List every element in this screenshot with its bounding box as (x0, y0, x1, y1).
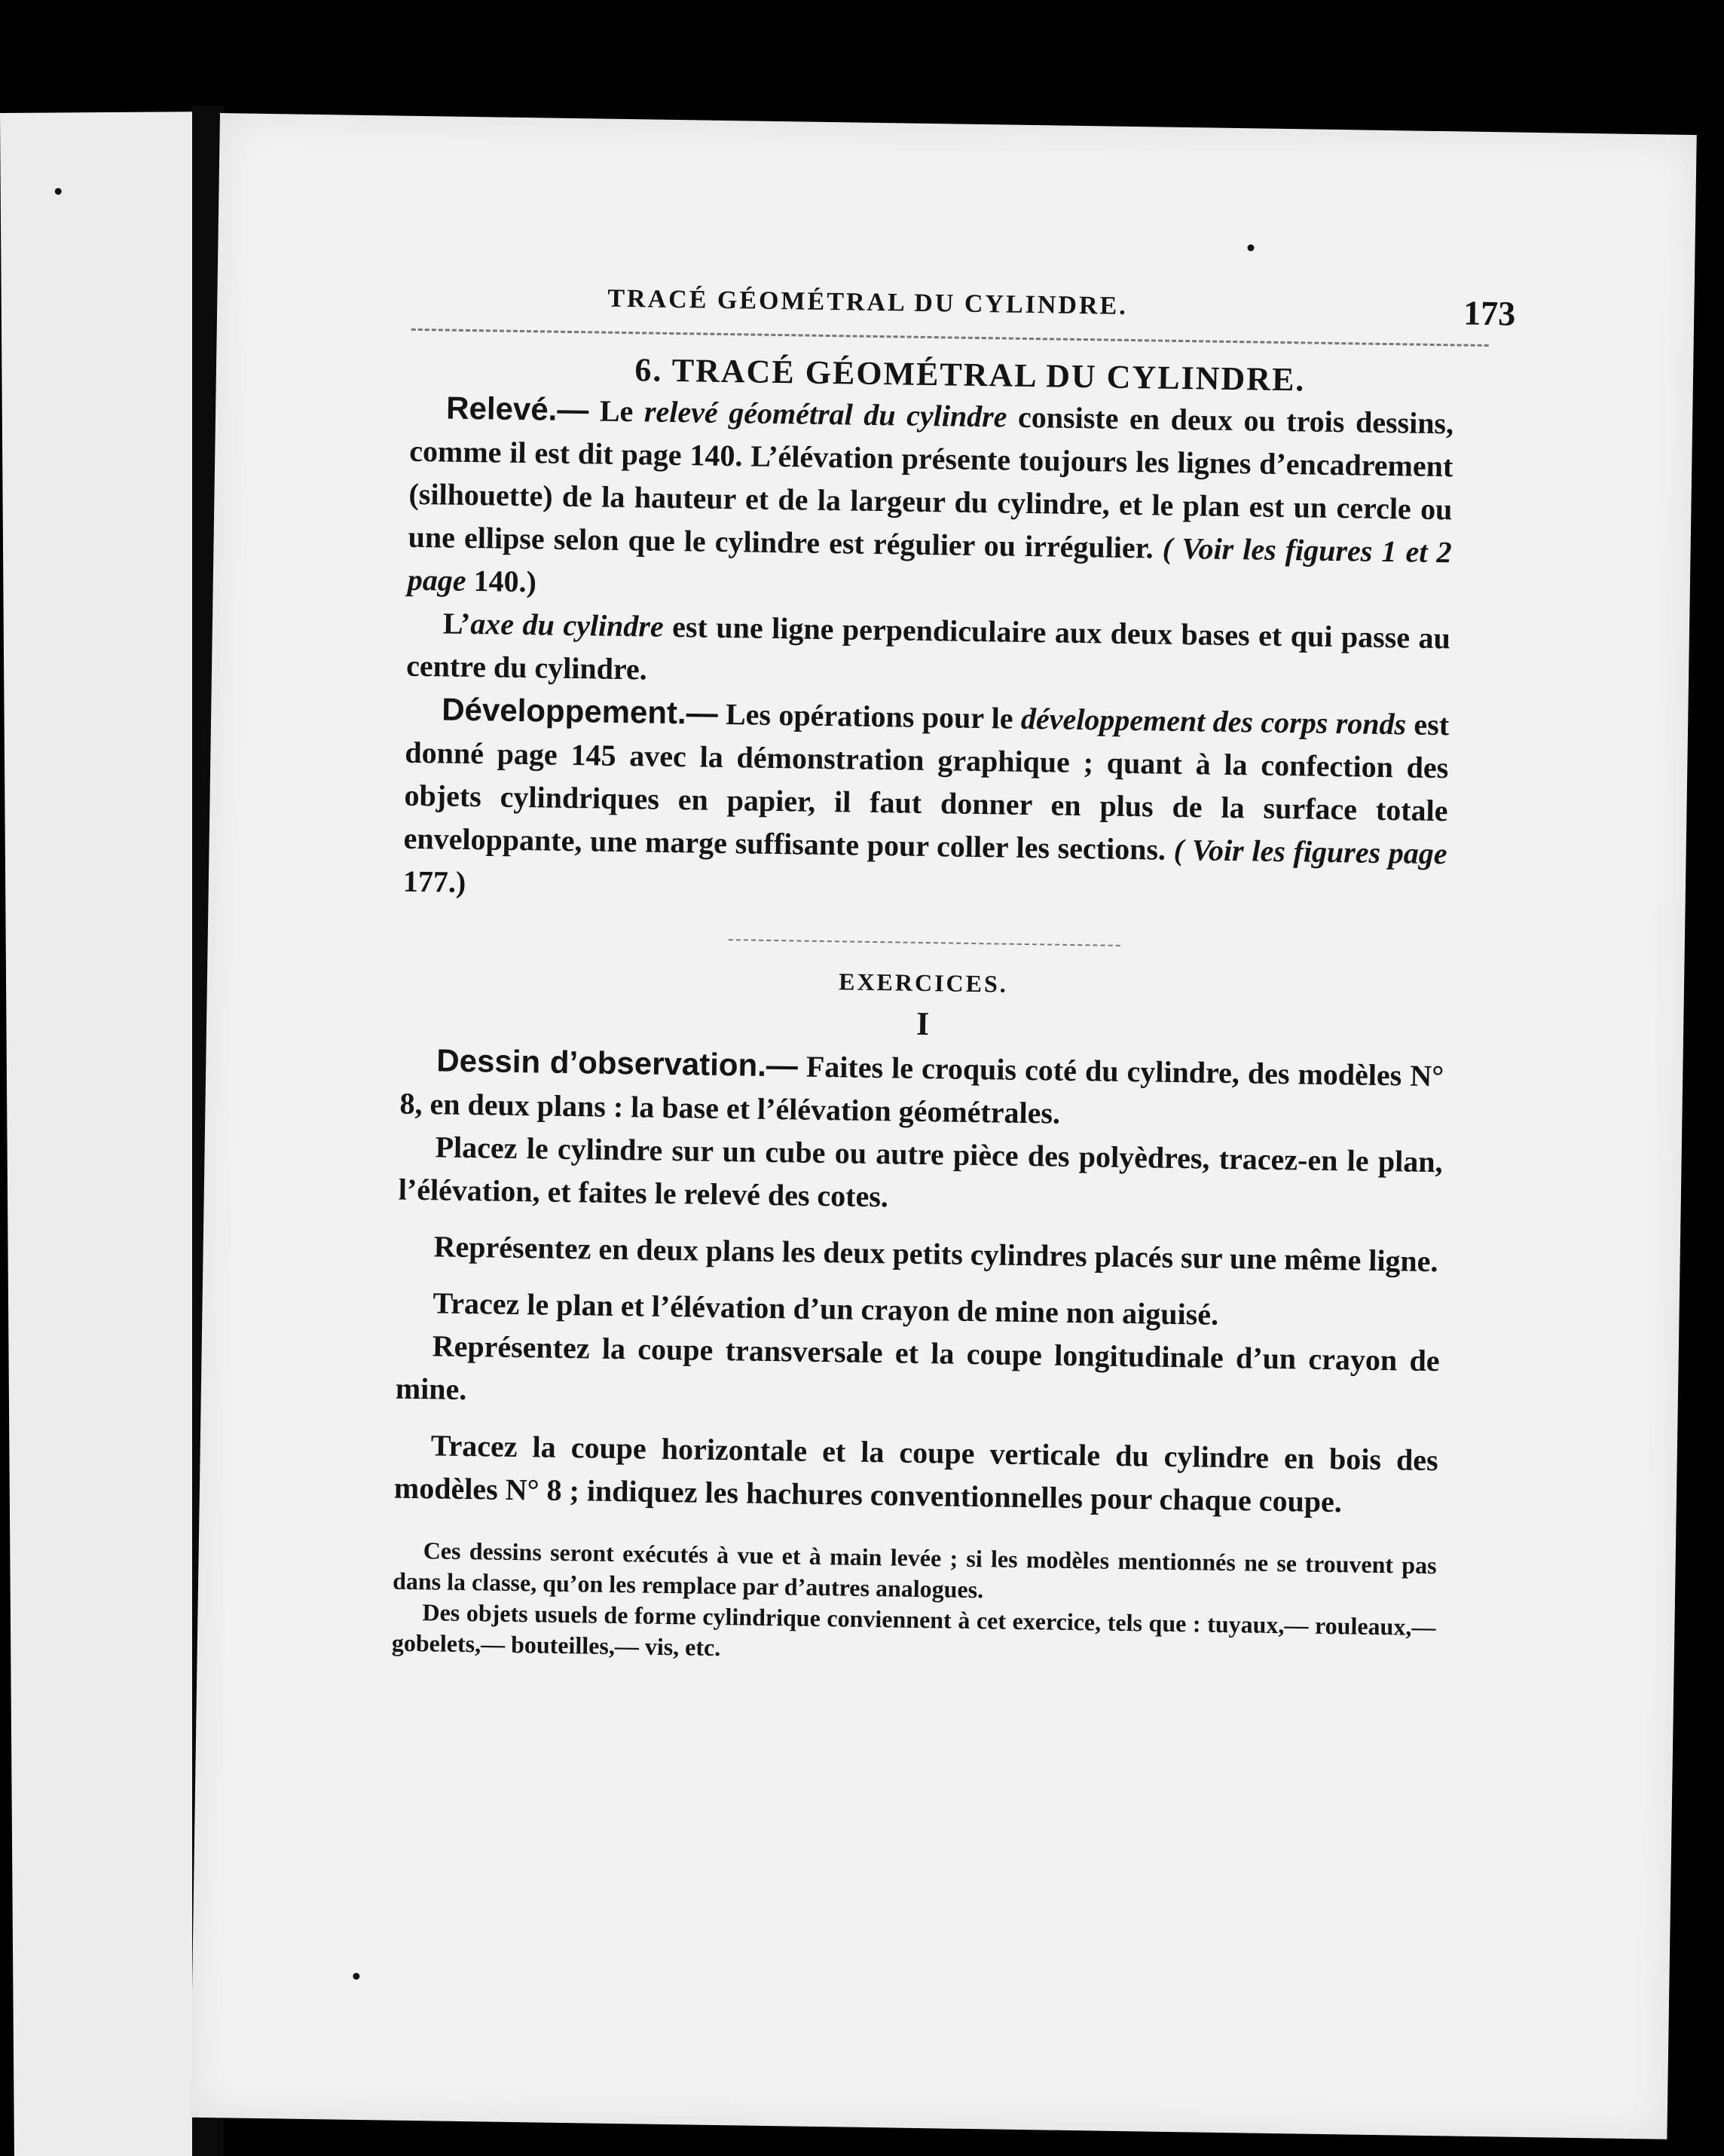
developpement-emphasis: développement des corps ronds (1020, 701, 1407, 742)
releve-figure-ref: ( Voir les figures 1 et 2 page (407, 531, 1452, 598)
developpement-lead: Développement.— (441, 691, 719, 731)
exercices-heading: EXERCICES. (838, 968, 1009, 998)
releve-text-b: consiste en deux ou trois dessins, comme il est dit page 140. L’élévation présente toujours les lignes d’encadrement (silhouette) de la hauteur et de la largeur du cylindre, et le plan est un cercle ou une ellipse selon que le cylindre est régulier ou irrégulier. (408, 399, 1454, 565)
exercise-lead: Dessin d’observation.— (436, 1042, 799, 1084)
page-text-block (391, 277, 1516, 1674)
exercise-text-1: Faites le croquis coté du cylindre, des modèles N° 8, en deux plans : la base et l’élévation géométrales. (399, 1049, 1444, 1130)
developpement-figure-ref-page: 177.) (402, 864, 466, 899)
exercise-paragraph: Placez le cylindre sur un cube ou autre pièce des polyèdres, tracez-en le plan, l’élévation, et faites le relevé des cotes. (398, 1130, 1443, 1214)
previous-page-edge (0, 112, 206, 2156)
running-header (411, 277, 1516, 338)
releve-lead: Relevé.— (445, 390, 589, 428)
axe-paragraph (406, 601, 1451, 703)
exercise-numeral: I (915, 1005, 930, 1043)
exercise-paragraph: Représentez en deux plans les deux petits cylindres placés sur une même ligne. (433, 1229, 1438, 1279)
speck-mark (55, 188, 62, 194)
exercise-paragraph: Représentez la coupe transversale et la coupe longitudinale d’un crayon de mine. (395, 1329, 1440, 1407)
developpement-text-b: est donné page 145 avec la démonstration graphique ; quant à la confection des objets cylindriques en papier, il faut donner en plus de la surface totale enveloppante, une marge suffisante pour coller les sections. (403, 707, 1450, 867)
developpement-figure-ref: ( Voir les figures page (1173, 832, 1447, 871)
releve-paragraph (407, 386, 1453, 617)
axe-text-b: est une ligne perpendiculaire aux deux bases et qui passe au centre du cylindre. (405, 609, 1451, 687)
section-divider (728, 939, 1120, 946)
releve-emphasis: relevé géométral du cylindre (643, 394, 1007, 434)
exercise-paragraph (399, 1038, 1444, 1141)
section-heading: 6. TRACÉ GÉOMÉTRAL DU CYLINDRE. (634, 351, 1306, 399)
book-page (191, 113, 1697, 2139)
speck-mark (1247, 244, 1254, 251)
exercise-paragraph: Tracez la coupe horizontale et la coupe verticale du cylindre en bois des modèles N° 8 ; indiquez les hachures conventionnelles pour chaque coupe. (393, 1428, 1438, 1519)
page-number: 173 (1463, 293, 1516, 333)
developpement-text-a: Les opérations pour le (717, 696, 1022, 735)
exercise-paragraph: Tracez le plan et l’élévation d’un crayon de mine non aiguisé. (433, 1286, 1219, 1332)
note-paragraph: Des objets usuels de forme cylindrique conviennent à cet exercice, tels que : tuyaux,— rouleaux,— gobelets,— bouteilles,— vis, etc. (391, 1598, 1436, 1662)
speck-mark (353, 1973, 359, 1980)
axe-emphasis: axe du cylindre (469, 607, 665, 644)
developpement-paragraph (402, 687, 1449, 919)
releve-text-a: Le (588, 393, 645, 429)
running-title: TRACÉ GÉOMÉTRAL DU CYLINDRE. (607, 284, 1129, 320)
axe-text-a: L’ (442, 606, 471, 641)
note-paragraph: Ces dessins seront exécutés à vue et à main levée ; si les modèles mentionnés ne se trouvent pas dans la classe, qu’on les remplace par d’autres analogues. (392, 1537, 1437, 1604)
releve-figure-ref-page: 140.) (466, 563, 537, 599)
